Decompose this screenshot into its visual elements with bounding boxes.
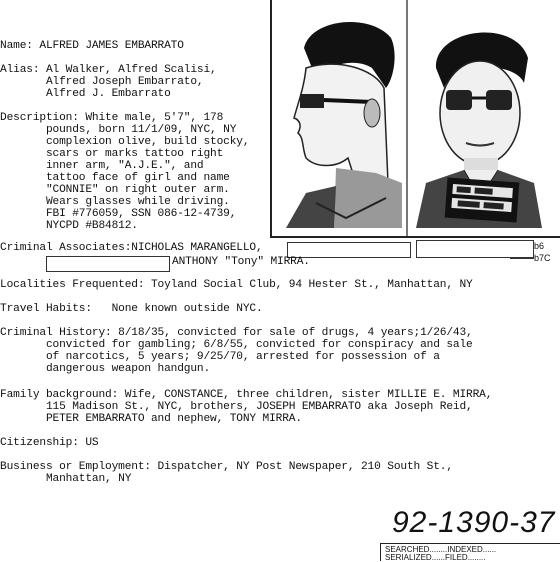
description-line-7: "CONNIE" on right outer arm. <box>0 184 230 196</box>
alias-line-1: Alias: Al Walker, Alfred Scalisi, <box>0 64 217 76</box>
exemption-code-b6: b6 <box>534 241 545 251</box>
alias-line-2: Alfred Joseph Embarrato, <box>0 76 204 88</box>
business-line-2: Manhattan, NY <box>0 473 132 485</box>
description-line-4: scars or marks tattoo right <box>0 148 224 160</box>
name-line: Name: ALFRED JAMES EMBARRATO <box>0 40 184 52</box>
stamp-indexed: INDEXED <box>447 545 483 554</box>
code-leader-line <box>510 258 534 259</box>
file-number: 92-1390-37 <box>392 506 556 539</box>
family-line-2: 115 Madison St., NYC, brothers, JOSEPH EMBARRATO aka Joseph Reid, <box>0 401 473 413</box>
history-line-3: of narcotics, 5 years; 9/25/70, arrested for possession of a <box>0 351 440 363</box>
business-line-1: Business or Employment: Dispatcher, NY Post Newspaper, 210 South St., <box>0 461 453 473</box>
stamp-filed: FILED <box>445 553 468 562</box>
description-line-2: pounds, born 11/1/09, NYC, NY <box>0 124 237 136</box>
family-line-3: PETER EMBARRATO and nephew, TONY MIRRA. <box>0 413 302 425</box>
travel-line: Travel Habits: None known outside NYC. <box>0 303 263 315</box>
front-mugshot <box>416 8 542 228</box>
description-line-1: Description: White male, 5'7", 178 <box>0 112 224 124</box>
description-line-9: FBI #776059, SSN 086-12-4739, <box>0 208 237 220</box>
history-line-1: Criminal History: 8/18/35, convicted for sale of drugs, 4 years;1/26/43, <box>0 327 473 339</box>
family-line-1: Family background: Wife, CONSTANCE, three children, sister MILLIE E. MIRRA, <box>0 389 493 401</box>
redaction-box <box>416 240 534 258</box>
mugshot-panel <box>270 0 560 238</box>
redaction-box <box>46 256 170 272</box>
associates-line-2: ANTHONY "Tony" MIRRA. <box>172 256 310 268</box>
description-line-3: complexion olive, build stocky, <box>0 136 250 148</box>
profile-mugshot <box>276 8 402 228</box>
history-line-2: convicted for gambling; 6/8/55, convicted for conspiracy and sale <box>0 339 473 351</box>
description-line-10: NYCPD #B84812. <box>0 220 138 232</box>
citizenship-line: Citizenship: US <box>0 437 99 449</box>
alias-line-3: Alfred J. Embarrato <box>0 88 171 100</box>
stamp-searched: SEARCHED <box>385 545 430 554</box>
description-line-8: Wears glasses while driving. <box>0 196 230 208</box>
description-line-5: inner arm, "A.J.E.", and <box>0 160 204 172</box>
associates-line-1: Criminal Associates:NICHOLAS MARANGELLO, <box>0 242 263 254</box>
history-line-4: dangerous weapon handgun. <box>0 363 211 375</box>
stamp-serialized: SERIALIZED <box>385 553 432 562</box>
description-line-6: tattoo face of girl and name <box>0 172 230 184</box>
filing-stamp: SEARCHED........INDEXED...... SERIALIZED......FILED........ <box>380 543 560 561</box>
localities-line: Localities Frequented: Toyland Social Club, 94 Hester St., Manhattan, NY <box>0 279 473 291</box>
exemption-code-b7c: b7C <box>534 253 551 263</box>
